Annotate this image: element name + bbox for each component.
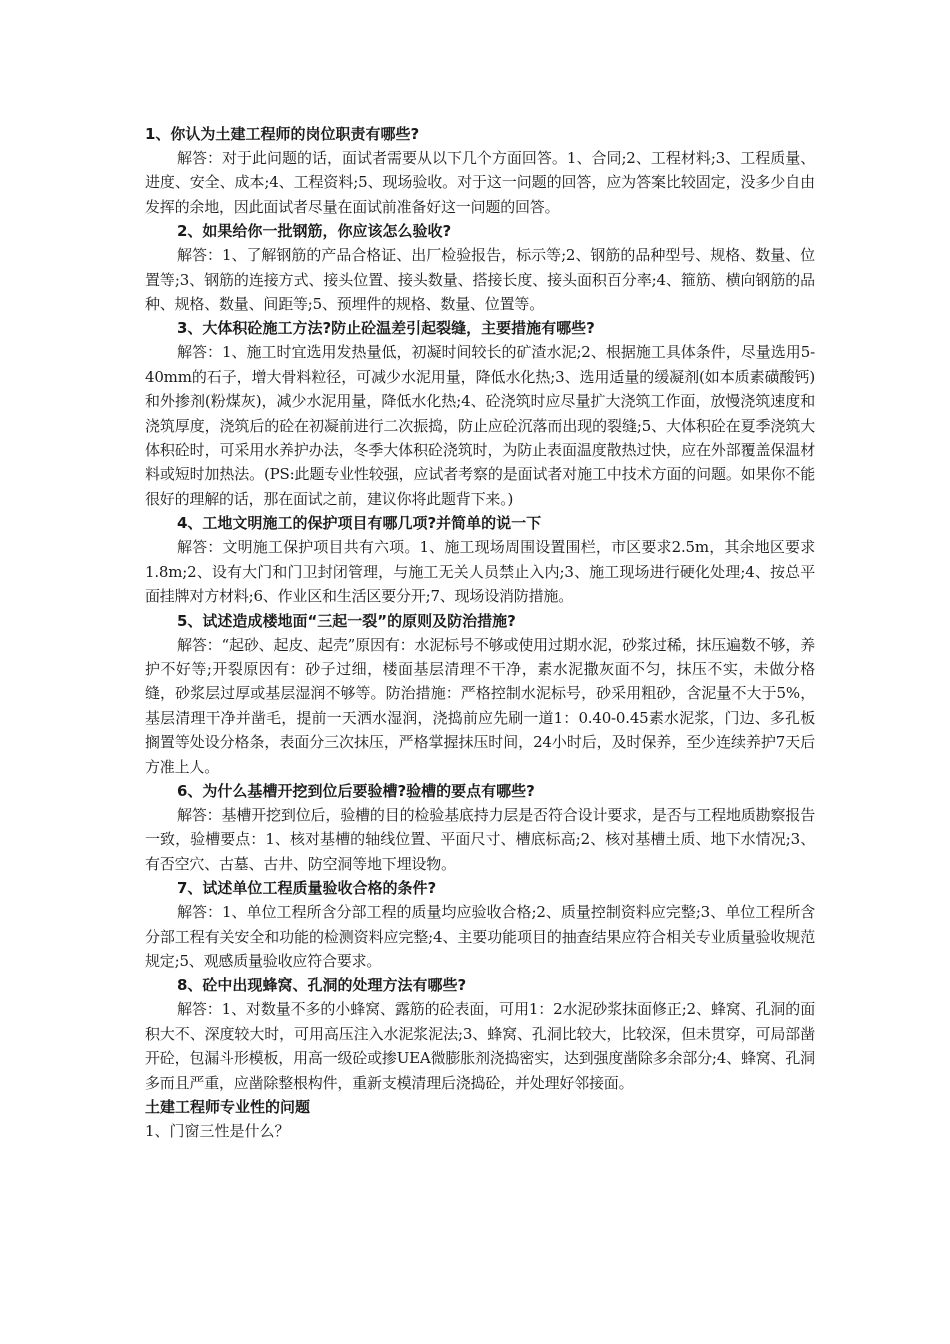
document-page [145,122,815,1143]
answer-6: 解答：基槽开挖到位后，验槽的目的检验基底持力层是否符合设计要求，是否与工程地质勘察报告一致，验槽要点：1、核对基槽的轴线位置、平面尺寸、槽底标高;2、核对基槽土质、地下水情况;3、有否空穴、古墓、古井、防空洞等地下埋设物。 [145,805,815,873]
section-title: 土建工程师专业性的问题 [145,1098,311,1116]
answer-4: 解答：文明施工保护项目共有六项。1、施工现场周围设置围栏，市区要求2.5m，其余地区要求1.8m;2、设有大门和门卫封闭管理，与施工无关人员禁止入内;3、施工现场进行硬化处理;4、按总平面挂牌对方材料;6、作业区和生活区要分开;7、现场设消防措施。 [145,538,815,606]
answer-5: 解答：“起砂、起皮、起壳”原因有：水泥标号不够或使用过期水泥，砂浆过稀，抹压遍数不够，养护不好等;开裂原因有：砂子过细，楼面基层清理不干净，素水泥撒灰面不匀，抹压不实，未做分格缝，砂浆层过厚或基层湿润不够等。防治措施：严格控制水泥标号，砂采用粗砂，含泥量不大于5%，基层清理干净并凿毛，提前一天洒水湿润，浇捣前应先刷一道1：0.40-0.45素水泥浆，门边、多孔板搁置等处设分格条，表面分三次抹压，严格掌握抹压时间，24小时后，及时保养，至少连续养护7天后方准上人。 [145,635,815,776]
answer-3: 解答：1、施工时宜选用发热量低，初凝时间较长的矿渣水泥;2、根据施工具体条件，尽量选用5-40mm的石子，增大骨料粒径，可减少水泥用量，降低水化热;3、选用适量的缓凝剂(如本质素磺酸钙)和外掺剂(粉煤灰)，减少水泥用量，降低水化热;4、砼浇筑时应尽量扩大浇筑工作面，放慢浇筑速度和浇筑厚度，浇筑后的砼在初凝前进行二次振捣，防止应砼沉落而出现的裂缝;5、大体积砼在夏季浇筑大体积砼时，可采用水养护办法，冬季大体积砼浇筑时，为防止表面温度散热过快，应在外部覆盖保温材料或短时加热法。(PS:此题专业性较强，应试者考察的是面试者对施工中技术方面的问题。如果你不能很好的理解的话，那在面试之前，建议你将此题背下来。) [145,343,815,508]
question-6: 6、为什么基槽开挖到位后要验槽?验槽的要点有哪些? [177,781,535,800]
question-1: 1、你认为土建工程师的岗位职责有哪些? [145,125,420,143]
question-5: 5、试述造成楼地面“三起一裂”的原则及防治措施? [177,611,516,630]
question-7: 7、试述单位工程质量验收合格的条件? [177,879,437,898]
question-8: 8、砼中出现蜂窝、孔洞的处理方法有哪些? [177,976,467,995]
answer-7: 解答：1、单位工程所含分部工程的质量均应验收合格;2、质量控制资料应完整;3、单位工程所含分部工程有关安全和功能的检测资料应完整;4、主要功能项目的抽查结果应符合相关专业质量验收规范规定;5、观感质量验收应符合要求。 [145,903,815,970]
question-3: 3、大体积砼施工方法?防止砼温差引起裂缝，主要措施有哪些? [177,319,595,338]
answer-8: 解答：1、对数量不多的小蜂窝、露筋的砼表面，可用1：2水泥砂浆抹面修正;2、蜂窝、孔洞的面积大不、深度较大时，可用高压注入水泥浆泥法;3、蜂窝、孔洞比较大，比较深，但未贯穿，可局部凿开砼，包漏斗形模板，用高一级砼或掺UEA微膨胀剂浇捣密实，达到强度凿除多余部分;4、蜂窝、孔洞多而且严重，应凿除整根构件，重新支模清理后浇捣砼，并处理好邻接面。 [145,1000,815,1092]
answer-2: 解答：1、了解钢筋的产品合格证、出厂检验报告，标示等;2、钢筋的品种型号、规格、数量、位置等;3、钢筋的连接方式、接头位置、接头数量、搭接长度、接头面积百分率;4、箍筋、横向钢筋的品种、规格、数量、间距等;5、预埋件的规格、数量、位置等。 [145,246,815,314]
answer-1: 解答：对于此问题的话，面试者需要从以下几个方面回答。1、合同;2、工程材料;3、工程质量、进度、安全、成本;4、工程资料;5、现场验收。对于这一问题的回答，应为答案比较固定，没多少自由发挥的余地，因此面试者尽量在面试前准备好这一问题的回答。 [145,149,815,216]
question-2: 2、如果给你一批钢筋，你应该怎么验收? [177,222,452,241]
section-first-question: 1、门窗三性是什么？ [145,1122,290,1140]
question-4: 4、工地文明施工的保护项目有哪几项?并简单的说一下 [177,514,542,533]
